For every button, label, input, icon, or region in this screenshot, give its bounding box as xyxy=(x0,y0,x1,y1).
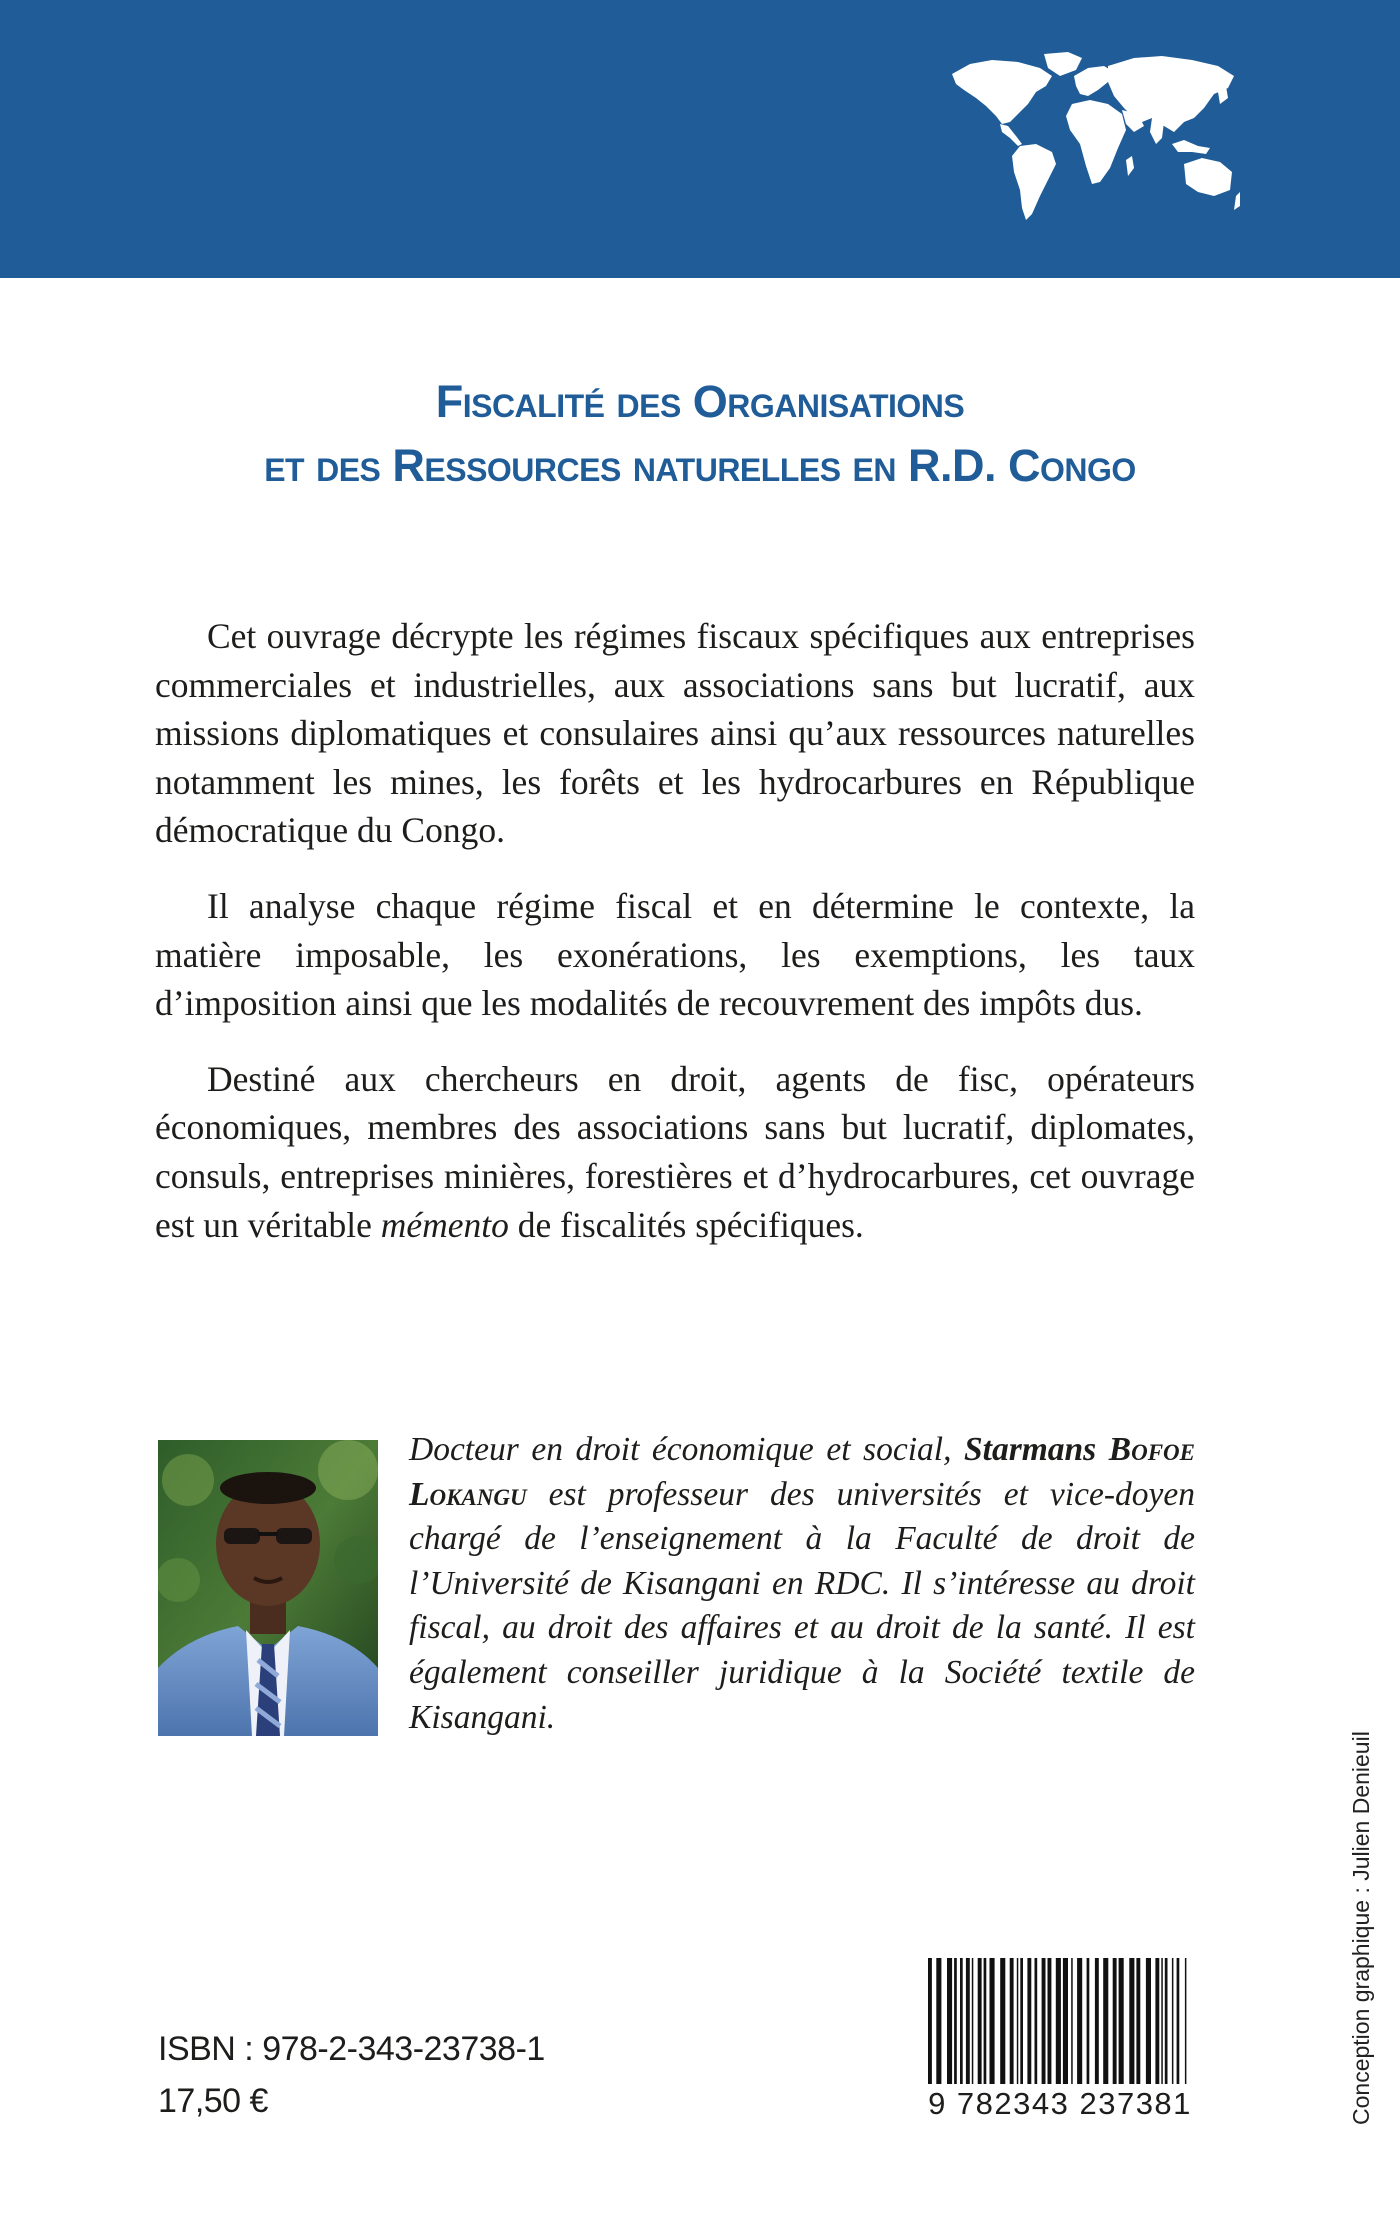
author-bio xyxy=(409,1428,1195,1740)
author-first-name: Starmans xyxy=(964,1431,1097,1468)
barcode-bar xyxy=(928,1958,932,2092)
barcode-bar xyxy=(1177,1958,1180,2084)
barcode-bar xyxy=(936,1958,941,2092)
barcode-bar xyxy=(1027,1958,1031,2084)
summary-paragraph-3-start: Destiné aux chercheurs en droit, agents de fisc, opérateurs économiques, membres des associations sans but lucratif, diplomates, consuls, entreprises minières, forestières et d’hydrocarbures, cet ouvrage est un véritable xyxy=(155,1058,1195,1245)
barcode-bar xyxy=(1010,1958,1014,2084)
barcode-bar xyxy=(1119,1958,1124,2084)
barcode-bar xyxy=(1056,1958,1061,2084)
book-price: 17,50 € xyxy=(158,2082,268,2120)
book-title-line-2: et des Ressources naturelles en R.D. Congo xyxy=(264,440,1136,491)
summary-paragraph-1: Cet ouvrage décrypte les régimes fiscaux spécifiques aux entreprises commerciales et industrielles, aux associations sans but lucratif, aux missions diplomatiques et consulaires ainsi qu’aux ressources naturelles notamment les mines, les forêts et les hydrocarbures en République démocratique du Congo. xyxy=(155,616,1195,851)
isbn-number: ISBN : 978-2-343-23738-1 xyxy=(158,2030,545,2068)
barcode-bar xyxy=(1087,1958,1090,2084)
author-last-name: Bofoe Lokangu xyxy=(409,1431,1195,1513)
barcode-bar xyxy=(1185,1958,1187,2084)
barcode-bar xyxy=(1095,1958,1099,2092)
barcode-bar xyxy=(1103,1958,1108,2092)
barcode-bar xyxy=(1035,1958,1038,2084)
barcode-bar xyxy=(1129,1958,1134,2084)
barcode-bars xyxy=(924,1958,1196,2092)
author-bio-end: est professeur des universités et vice-doyen chargé de l’enseignement à la Faculté de droit de l’Université de Kisangani en RDC. Il s’intéresse au droit fiscal, au droit des affaires et au droit de la santé. Il est également conseiller juridique à la Société textile de Kisangani. xyxy=(409,1475,1195,1736)
summary-paragraph-3 xyxy=(155,1055,1195,1249)
design-credit: Conception graphique : Julien Denieuil xyxy=(1348,1731,1374,2125)
barcode-bar xyxy=(1077,1958,1082,2084)
barcode-bar xyxy=(1048,1958,1052,2084)
barcode-bar xyxy=(1136,1958,1140,2084)
barcode-bar xyxy=(1063,1958,1068,2084)
barcode-bar xyxy=(1000,1958,1005,2084)
barcode-bar xyxy=(1146,1958,1151,2084)
barcode-bar xyxy=(1071,1958,1073,2084)
summary-memento-italic: mémento xyxy=(380,1204,509,1245)
barcode-bar xyxy=(972,1958,974,2084)
barcode-bar xyxy=(1155,1958,1159,2084)
book-title-line-1: Fiscalité des Organisations xyxy=(435,376,965,427)
barcode-bar xyxy=(1165,1958,1168,2084)
summary-paragraph-2: Il analyse chaque régime fiscal et en détermine le contexte, la matière imposable, les exonérations, les exemptions, les taux d’imposition ainsi que les modalités de recouvrement des impôts dus. xyxy=(155,885,1195,1024)
barcode-bar xyxy=(984,1958,987,2084)
author-bio-start: Docteur en droit économique et social, xyxy=(409,1431,964,1468)
author-photo xyxy=(158,1440,378,1736)
barcode-bar xyxy=(1113,1958,1117,2084)
barcode-bar xyxy=(1020,1958,1023,2084)
barcode-bar xyxy=(990,1958,995,2084)
barcode-bar xyxy=(1042,1958,1046,2084)
barcode-bar xyxy=(960,1958,963,2084)
summary-paragraph-3-end: de fiscalités spécifiques. xyxy=(508,1204,864,1245)
book-summary xyxy=(155,612,1195,1276)
barcode-bar xyxy=(1161,1958,1163,2084)
world-map-icon xyxy=(948,52,1240,222)
barcode-bar xyxy=(947,1958,952,2084)
barcode xyxy=(924,1958,1196,2128)
barcode-bar xyxy=(954,1958,957,2084)
barcode-digits: 9 782343 237381 xyxy=(924,2084,1196,2124)
barcode-bar xyxy=(978,1958,982,2084)
barcode-bar xyxy=(966,1958,970,2084)
book-title xyxy=(120,370,1280,498)
barcode-bar xyxy=(1172,1958,1174,2084)
barcode-bar xyxy=(1017,1958,1019,2084)
